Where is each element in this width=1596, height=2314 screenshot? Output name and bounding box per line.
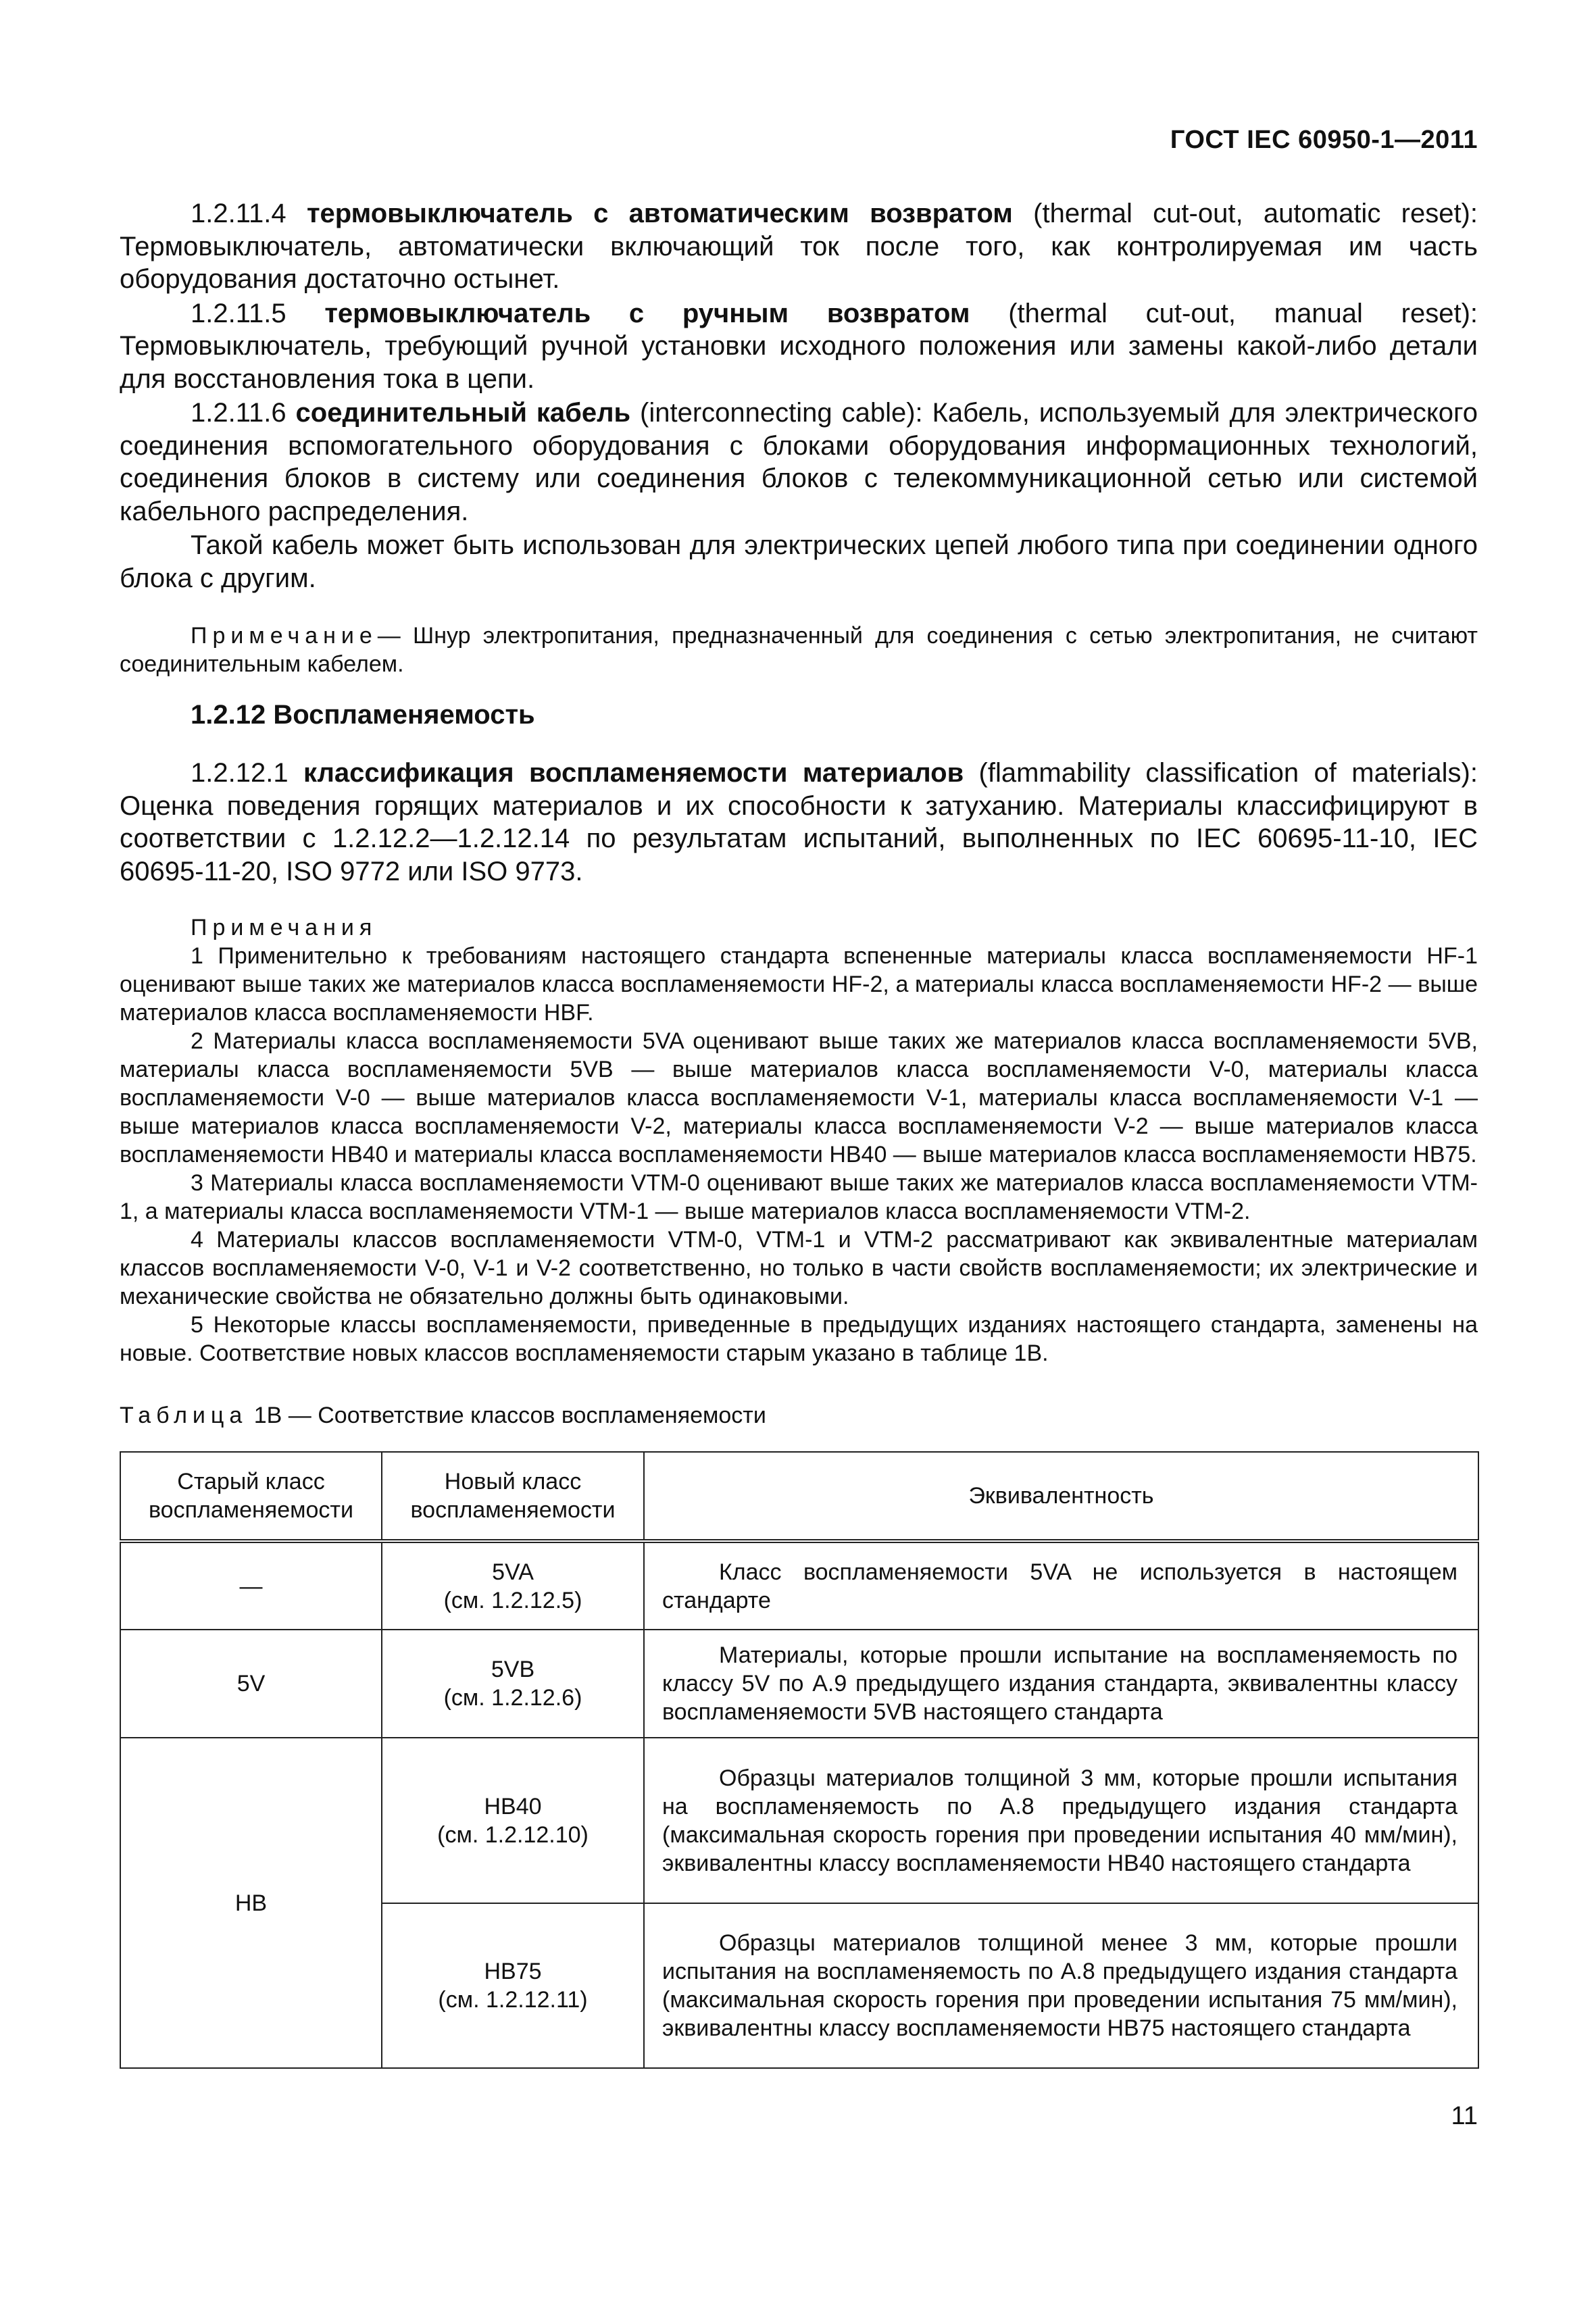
definition: (thermal cut-out, manual reset): Термовыключатель, требующий ручной установки исходного положения или замены какой-либо детали для восстановления тока в цепи. xyxy=(120,298,1478,394)
equivalence-text: Образцы материалов толщиной менее 3 мм, которые прошли испытания на воспламеняемость по А.8 предыдущего издания стандарта (максимальная скорость горения при проведении испытания 75 мм/мин), эквивалентны классу воспламеняемости HB75 настоящего стандарта xyxy=(662,1930,1457,2041)
table-caption xyxy=(120,1401,1478,1430)
term: классификация воспламеняемости материалов xyxy=(303,758,964,788)
new-class-ref: (см. 1.2.12.10) xyxy=(437,1821,589,1848)
table-caption-label: Таблица xyxy=(120,1403,248,1428)
old-class-cell: HB xyxy=(120,1738,382,2068)
clause-number: 1.2.11.5 xyxy=(191,298,286,328)
column-header-old-class: Старый класс воспламеняемости xyxy=(120,1452,382,1541)
paragraph-1-2-11-6 xyxy=(120,397,1478,528)
document-header: ГОСТ IEC 60950-1—2011 xyxy=(1170,126,1478,154)
notes-block xyxy=(120,913,1478,1367)
definition: (thermal cut-out, automatic reset): Термовыключатель, автоматически включающий ток после того, как контролируемая им часть оборудования достаточно остынет. xyxy=(120,199,1478,294)
document-body xyxy=(120,197,1478,2069)
old-class-cell: — xyxy=(120,1541,382,1630)
clause-number: 1.2.12.1 xyxy=(191,758,289,788)
term: соединительный кабель xyxy=(295,398,631,428)
equivalence-text: Материалы, которые прошли испытание на воспламеняемость по классу 5V по А.9 предыдущего издания стандарта, эквивалентны классу воспламеняемости 5VB настоящего стандарта xyxy=(662,1642,1457,1725)
paragraph-cable-note: Такой кабель может быть использован для электрических цепей любого типа при соединении одного блока с другим. xyxy=(120,530,1478,593)
flammability-table xyxy=(120,1451,1479,2069)
note-label: Примечание xyxy=(191,623,378,649)
paragraph-1-2-11-5 xyxy=(120,297,1478,396)
equivalence-cell xyxy=(644,1738,1478,1903)
new-class-cell xyxy=(382,1630,644,1738)
equivalence-cell xyxy=(644,1903,1478,2068)
new-class-ref: (см. 1.2.12.6) xyxy=(443,1685,582,1711)
section-heading: 1.2.12 Воспламеняемость xyxy=(191,700,535,730)
clause-number: 1.2.11.6 xyxy=(191,398,286,428)
equivalence-text: Класс воспламеняемости 5VA не используется в настоящем стандарте xyxy=(662,1559,1457,1613)
note-block xyxy=(120,622,1478,678)
note-item: 5 Некоторые классы воспламеняемости, приведенные в предыдущих изданиях настоящего стандарта, заменены на новые. Соответствие новых классов воспламеняемости старым указано в таблице 1В. xyxy=(120,1312,1478,1366)
term: термовыключатель с ручным возвратом xyxy=(324,298,970,328)
note-power-cord xyxy=(120,622,1478,678)
note-item: 4 Материалы классов воспламеняемости VTM-0, VTM-1 и VTM-2 рассматривают как эквивалентные материалам классов воспламеняемости V-0, V-1 и V-2 соответственно, но только в части свойств воспламеняемости; их электрические и механические свойства не обязательно должны быть одинаковыми. xyxy=(120,1227,1478,1309)
note-item: 1 Применительно к требованиям настоящего стандарта вспененные материалы класса воспламеняемости HF-1 оценивают выше таких же материалов класса воспламеняемости HF-2, а материалы класса воспламеняемости HF-2 — выше материалов класса воспламеняемости HBF. xyxy=(120,943,1478,1026)
old-class-cell: 5V xyxy=(120,1630,382,1738)
paragraph-1-2-11-4 xyxy=(120,197,1478,296)
new-class-value: HB40 xyxy=(484,1793,542,1819)
table-row xyxy=(120,1738,1478,1903)
term: термовыключатель с автоматическим возвратом xyxy=(306,199,1013,228)
new-class-value: 5VA xyxy=(492,1559,534,1585)
column-header-new-class: Новый класс воспламеняемости xyxy=(382,1452,644,1541)
new-class-cell xyxy=(382,1541,644,1630)
equivalence-cell xyxy=(644,1541,1478,1630)
note-text: — Шнур электропитания, предназначенный для соединения с сетью электропитания, не считают соединительным кабелем. xyxy=(120,623,1478,677)
equivalence-text: Образцы материалов толщиной 3 мм, которые прошли испытания на воспламеняемость по А.8 предыдущего издания стандарта (максимальная скорость горения при проведении испытания 40 мм/мин), эквивалентны классу воспламеняемости HB40 настоящего стандарта xyxy=(662,1765,1457,1876)
equivalence-cell xyxy=(644,1630,1478,1738)
definition: (flammability classification of materials): Оценка поведения горящих материалов и их способности к затуханию. Материалы классифицируют в соответствии с 1.2.12.2—1.2.12.14 по результатам испытаний, выполненных по IEC 60695-11-10, IEC 60695-11-20, ISO 9772 или ISO 9773. xyxy=(120,758,1478,886)
note-item: 2 Материалы класса воспламеняемости 5VA оценивают выше таких же материалов класса воспламеняемости 5VB, материалы класса воспламеняемости 5VB — выше материалов класса воспламеняемости V-0, материалы класса воспламеняемости V-0 — выше материалов класса воспламеняемости V-1, материалы класса воспламеняемости V-1 — выше материалов класса воспламеняемости V-2, материалы класса воспламеняемости V-2 — выше материалов класса воспламеняемости HB40 и материалы класса воспламеняемости HB40 — выше материалов класса воспламеняемости HB75. xyxy=(120,1028,1478,1167)
notes-label: Примечания xyxy=(191,915,378,940)
definition: (interconnecting cable): Кабель, используемый для электрического соединения вспомогательного оборудования с блоками оборудования информационных технологий, соединения блоков в систему или соединения блоков с телекоммуникационной сетью или системой кабельного распределения. xyxy=(120,398,1478,526)
new-class-cell xyxy=(382,1903,644,2068)
new-class-cell xyxy=(382,1738,644,1903)
new-class-value: HB75 xyxy=(484,1959,542,1984)
new-class-value: 5VB xyxy=(491,1657,535,1682)
page-number: 11 xyxy=(1451,2102,1478,2130)
table-caption-text: 1В — Соответствие классов воспламеняемости xyxy=(253,1403,766,1428)
table-row xyxy=(120,1541,1478,1630)
paragraph-1-2-12-1 xyxy=(120,757,1478,888)
note-item: 3 Материалы класса воспламеняемости VTM-0 оценивают выше таких же материалов класса воспламеняемости VTM-1, а материалы класса воспламеняемости VTM-1 — выше материалов класса воспламеняемости VTM-2. xyxy=(120,1170,1478,1224)
new-class-ref: (см. 1.2.12.5) xyxy=(443,1587,582,1613)
clause-number: 1.2.11.4 xyxy=(191,199,286,228)
table-row xyxy=(120,1630,1478,1738)
new-class-ref: (см. 1.2.12.11) xyxy=(438,1987,588,2013)
table-header-row xyxy=(120,1452,1478,1541)
column-header-equivalence: Эквивалентность xyxy=(644,1452,1478,1541)
